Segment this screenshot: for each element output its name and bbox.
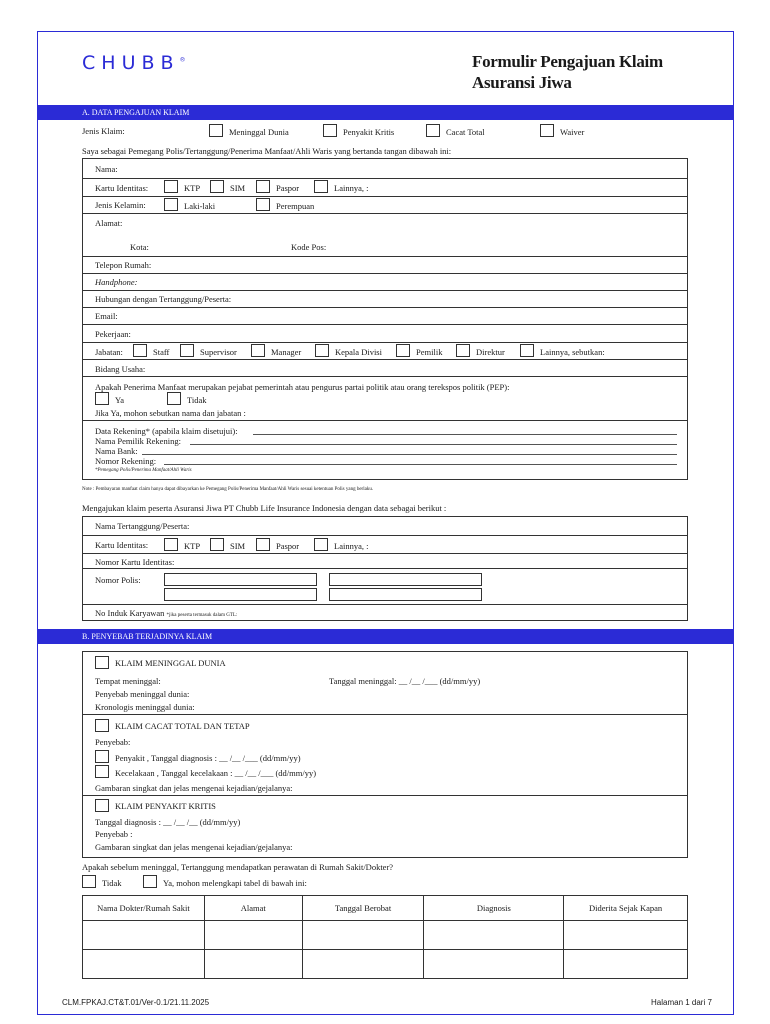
city-label: Kota:	[130, 242, 149, 252]
id-other-checkbox[interactable]	[314, 180, 328, 193]
insured-id-passport-label: Paspor	[276, 541, 300, 551]
accident-checkbox[interactable]	[95, 765, 109, 778]
gender-male-checkbox[interactable]	[164, 198, 178, 211]
death-place-label: Tempat meninggal:	[95, 676, 161, 686]
position-other-checkbox[interactable]	[520, 344, 534, 357]
position-director-label: Direktur	[476, 347, 505, 357]
policy-number-field-2[interactable]	[329, 573, 482, 586]
bank-footnote: *Pemegang Polis/Penerima Manfaat/Ahli Waris	[95, 468, 192, 473]
id-other-label: Lainnya, :	[334, 183, 369, 193]
bank-owner-label: Nama Pemilik Rekening:	[95, 436, 181, 446]
death-chronology-label: Kronologis meninggal dunia:	[95, 702, 195, 712]
col-date-header: Tanggal Berobat	[302, 896, 424, 921]
treatment-yes-checkbox[interactable]	[143, 875, 157, 888]
table-cell[interactable]	[204, 950, 302, 979]
id-ktp-label: KTP	[184, 183, 201, 193]
claim-critical-label: Penyakit Kritis	[343, 127, 395, 137]
home-phone-label: Telepon Rumah:	[95, 260, 152, 270]
policy-number-label: Nomor Polis:	[95, 575, 141, 585]
position-head-checkbox[interactable]	[315, 344, 329, 357]
treatment-yes-label: Ya, mohon melengkapi tabel di bawah ini:	[163, 878, 307, 888]
page-number: Halaman 1 dari 7	[651, 998, 712, 1007]
bank-name-label: Nama Bank:	[95, 446, 138, 456]
claim-waiver-label: Waiver	[560, 127, 585, 137]
col-since-header: Diderita Sejak Kapan	[564, 896, 688, 921]
relationship-label: Hubungan dengan Tertanggung/Peserta:	[95, 294, 232, 304]
position-other-label: Lainnya, sebutkan:	[540, 347, 605, 357]
gender-male-label: Laki-laki	[184, 201, 216, 211]
pep-no-label: Tidak	[187, 395, 207, 405]
treatment-no-label: Tidak	[102, 878, 122, 888]
employee-number-label: No Induk Karyawan *jika peserta termasuk dalam GTL:	[95, 608, 238, 618]
disability-claim-checkbox[interactable]	[95, 719, 109, 732]
table-cell[interactable]	[302, 921, 424, 950]
pep-note: Jika Ya, mohon sebutkan nama dan jabatan :	[95, 408, 246, 418]
position-staff-label: Staff	[153, 347, 170, 357]
table-header-row	[83, 896, 688, 921]
table-cell[interactable]	[83, 921, 205, 950]
death-claim-checkbox[interactable]	[95, 656, 109, 669]
section-b-heading: B. PENYEBAB TERJADINYA KLAIM	[38, 629, 733, 644]
claim-death-checkbox[interactable]	[209, 124, 223, 137]
pep-question: Apakah Penerima Manfaat merupakan pejabat pemerintah atau pengurus partai politik atau orang terekspos politik (PEP):	[95, 382, 510, 392]
disability-desc-label: Gambaran singkat dan jelas mengenai kejadian/gejalanya:	[95, 783, 293, 793]
critical-cause-label: Penyebab :	[95, 829, 133, 839]
position-staff-checkbox[interactable]	[133, 344, 147, 357]
id-passport-label: Paspor	[276, 183, 300, 193]
position-manager-checkbox[interactable]	[251, 344, 265, 357]
position-manager-label: Manager	[271, 347, 302, 357]
form-title: Formulir Pengajuan Klaim Asuransi Jiwa	[472, 52, 663, 92]
claim-disability-checkbox[interactable]	[426, 124, 440, 137]
gender-female-checkbox[interactable]	[256, 198, 270, 211]
treatment-table	[82, 895, 688, 979]
bank-name-line[interactable]	[142, 454, 677, 455]
id-sim-label: SIM	[230, 183, 246, 193]
disease-checkbox[interactable]	[95, 750, 109, 763]
col-address-header: Alamat	[204, 896, 302, 921]
insured-id-other-label: Lainnya, :	[334, 541, 369, 551]
table-cell[interactable]	[83, 950, 205, 979]
chubb-logo: CHUBB®	[82, 52, 186, 74]
pep-yes-checkbox[interactable]	[95, 392, 109, 405]
job-label: Pekerjaan:	[95, 329, 131, 339]
col-doctor-header: Nama Dokter/Rumah Sakit	[83, 896, 205, 921]
table-row	[83, 921, 688, 950]
insured-name-label: Nama Tertanggung/Peserta:	[95, 521, 190, 531]
pep-no-checkbox[interactable]	[167, 392, 181, 405]
gender-female-label: Perempuan	[276, 201, 315, 211]
death-claim-title: KLAIM MENINGGAL DUNIA	[115, 658, 226, 668]
policy-number-field-3[interactable]	[164, 588, 317, 601]
declaration-text: Saya sebagai Pemegang Polis/Tertanggung/Penerima Manfaat/Ahli Waris yang bertanda tangan dibawah ini:	[82, 146, 452, 156]
id-sim-checkbox[interactable]	[210, 180, 224, 193]
insured-id-label: Kartu Identitas:	[95, 540, 149, 550]
disability-claim-title: KLAIM CACAT TOTAL DAN TETAP	[115, 721, 250, 731]
payment-note: Note : Pembayaran manfaat claim hanya dapat dibayarkan ke Pemegang Polis/Penerima Manfaat/Ahli Waris sesuai ketentuan Polis yang berlaku.	[82, 487, 374, 492]
policy-number-field-4[interactable]	[329, 588, 482, 601]
position-supervisor-checkbox[interactable]	[180, 344, 194, 357]
table-cell[interactable]	[302, 950, 424, 979]
position-owner-label: Pemilik	[416, 347, 443, 357]
claim-waiver-checkbox[interactable]	[540, 124, 554, 137]
critical-desc-label: Gambaran singkat dan jelas mengenai kejadian/gejalanya:	[95, 842, 293, 852]
disease-option: Penyakit , Tanggal diagnosis : __ /__ /___ (dd/mm/yy)	[115, 753, 301, 763]
name-label: Nama:	[95, 164, 118, 174]
insured-id-sim-label: SIM	[230, 541, 246, 551]
treatment-no-checkbox[interactable]	[82, 875, 96, 888]
critical-date-label: Tanggal diagnosis : __ /__ /__ (dd/mm/yy)	[95, 817, 241, 827]
section-a-heading: A. DATA PENGAJUAN KLAIM	[38, 105, 733, 120]
bank-number-line[interactable]	[164, 464, 677, 465]
table-cell[interactable]	[424, 950, 564, 979]
handphone-label: Handphone:	[95, 277, 138, 287]
id-label: Kartu Identitas:	[95, 183, 149, 193]
treatment-question: Apakah sebelum meninggal, Tertanggung mendapatkan perawatan di Rumah Sakit/Dokter?	[82, 862, 394, 872]
table-cell[interactable]	[424, 921, 564, 950]
position-director-checkbox[interactable]	[456, 344, 470, 357]
id-ktp-checkbox[interactable]	[164, 180, 178, 193]
claim-disability-label: Cacat Total	[446, 127, 485, 137]
insured-id-other-checkbox[interactable]	[314, 538, 328, 551]
claim-type-label: Jenis Klaim:	[82, 126, 125, 136]
col-diagnosis-header: Diagnosis	[424, 896, 564, 921]
position-supervisor-label: Supervisor	[200, 347, 237, 357]
table-row	[83, 950, 688, 979]
insured-id-ktp-checkbox[interactable]	[164, 538, 178, 551]
gender-label: Jenis Kelamin:	[95, 200, 146, 210]
claim-death-label: Meninggal Dunia	[229, 127, 289, 137]
postal-label: Kode Pos:	[291, 242, 327, 252]
bank-data-line[interactable]	[253, 434, 677, 435]
id-passport-checkbox[interactable]	[256, 180, 270, 193]
disability-cause-label: Penyebab:	[95, 737, 131, 747]
table-cell[interactable]	[564, 950, 688, 979]
bank-number-label: Nomor Rekening:	[95, 456, 157, 466]
position-head-label: Kepala Divisi	[335, 347, 382, 357]
business-label: Bidang Usaha:	[95, 364, 146, 374]
position-owner-checkbox[interactable]	[396, 344, 410, 357]
bank-owner-line[interactable]	[190, 444, 677, 445]
critical-claim-checkbox[interactable]	[95, 799, 109, 812]
table-cell[interactable]	[564, 921, 688, 950]
death-date-label: Tanggal meninggal: __ /__ /___ (dd/mm/yy)	[329, 676, 481, 686]
table-cell[interactable]	[204, 921, 302, 950]
insured-id-passport-checkbox[interactable]	[256, 538, 270, 551]
id-number-label: Nomor Kartu Identitas:	[95, 557, 175, 567]
insured-id-sim-checkbox[interactable]	[210, 538, 224, 551]
bank-data-label: Data Rekening* (apabila klaim disetujui):	[95, 426, 238, 436]
critical-claim-title: KLAIM PENYAKIT KRITIS	[115, 801, 216, 811]
pep-yes-label: Ya	[115, 395, 125, 405]
email-label: Email:	[95, 311, 118, 321]
accident-option: Kecelakaan , Tanggal kecelakaan : __ /__ /___ (dd/mm/yy)	[115, 768, 317, 778]
claim-critical-checkbox[interactable]	[323, 124, 337, 137]
death-cause-label: Penyebab meninggal dunia:	[95, 689, 190, 699]
submit-statement: Mengajukan klaim peserta Asuransi Jiwa PT Chubb Life Insurance Indonesia dengan data sebagai berikut :	[82, 503, 447, 513]
insured-id-ktp-label: KTP	[184, 541, 201, 551]
policy-number-field-1[interactable]	[164, 573, 317, 586]
document-code: CLM.FPKAJ.CT&T.01/Ver-0.1/21.11.2025	[62, 998, 210, 1007]
address-label: Alamat:	[95, 218, 123, 228]
position-label: Jabatan:	[95, 347, 123, 357]
